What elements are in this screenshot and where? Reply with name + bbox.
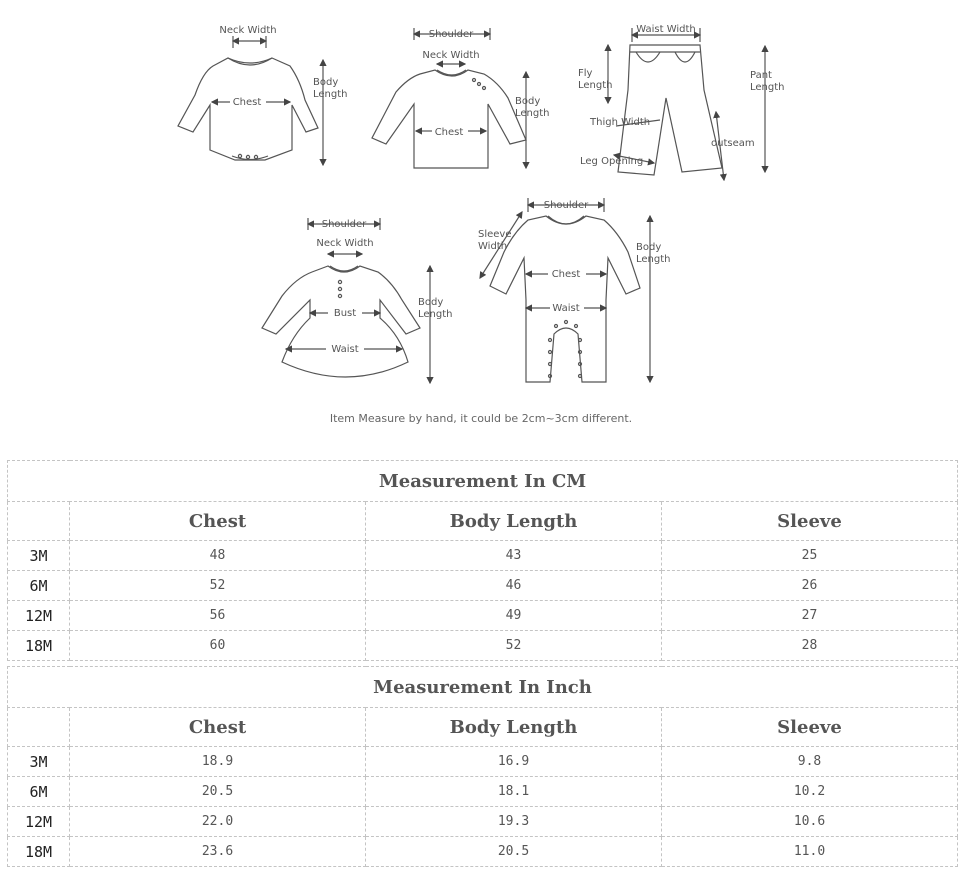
column-header-body-length: Body Length <box>366 708 662 747</box>
sleeve-cell: 9.8 <box>662 747 958 777</box>
body-length-cell: 46 <box>366 571 662 601</box>
size-cell: 18M <box>8 837 70 867</box>
romper-chest-label: Chest <box>551 269 581 280</box>
column-header-chest: Chest <box>70 502 366 541</box>
column-header-size <box>8 502 70 541</box>
dress-neck-width-label: Neck Width <box>316 238 374 249</box>
table-title: Measurement In Inch <box>8 667 958 708</box>
size-cell: 18M <box>8 631 70 661</box>
table-row <box>8 541 958 571</box>
column-header-sleeve: Sleeve <box>662 708 958 747</box>
chest-cell: 20.5 <box>70 777 366 807</box>
chest-cell: 23.6 <box>70 837 366 867</box>
size-table-inch <box>7 666 958 867</box>
size-cell: 12M <box>8 601 70 631</box>
pants-pant-length-label: Pant Length <box>750 70 785 93</box>
dress-shoulder-label: Shoulder <box>321 219 367 230</box>
size-cell: 6M <box>8 777 70 807</box>
sleeve-cell: 28 <box>662 631 958 661</box>
sleeve-cell: 10.6 <box>662 807 958 837</box>
bodysuit-chest-label: Chest <box>232 97 262 108</box>
table-row <box>8 631 958 661</box>
dress-waist-label: Waist <box>331 344 359 355</box>
size-cell: 3M <box>8 541 70 571</box>
dress-bust-label: Bust <box>333 308 357 319</box>
pants-leg-opening-label: Leg Opening <box>580 156 644 167</box>
body-length-cell: 20.5 <box>366 837 662 867</box>
body-length-cell: 19.3 <box>366 807 662 837</box>
table-row <box>8 601 958 631</box>
column-header-chest: Chest <box>70 708 366 747</box>
chest-cell: 56 <box>70 601 366 631</box>
size-cell: 12M <box>8 807 70 837</box>
column-header-sleeve: Sleeve <box>662 502 958 541</box>
sleeve-cell: 25 <box>662 541 958 571</box>
sleeve-cell: 26 <box>662 571 958 601</box>
bodysuit-neck-width-label: Neck Width <box>219 25 277 36</box>
table-title: Measurement In CM <box>8 461 958 502</box>
table-row <box>8 807 958 837</box>
bodysuit-body-length-label: Body Length <box>313 77 348 100</box>
romper-body-length-label: Body Length <box>636 242 671 265</box>
dress-body-length-label: Body Length <box>418 297 453 320</box>
body-length-cell: 16.9 <box>366 747 662 777</box>
top-body-length-label: Body Length <box>515 96 550 119</box>
body-length-cell: 18.1 <box>366 777 662 807</box>
top-neck-width-label: Neck Width <box>422 50 480 61</box>
romper-sleeve-width-label: Sleeve Width <box>478 229 512 252</box>
table-row <box>8 747 958 777</box>
romper-diagram <box>480 198 650 382</box>
pants-outseam-label: outseam <box>711 138 755 149</box>
chest-cell: 52 <box>70 571 366 601</box>
size-table-cm <box>7 460 958 661</box>
size-cell: 3M <box>8 747 70 777</box>
body-length-cell: 43 <box>366 541 662 571</box>
pants-waist-width-label: Waist Width <box>636 24 696 35</box>
chest-cell: 60 <box>70 631 366 661</box>
table-row <box>8 837 958 867</box>
column-header-body-length: Body Length <box>366 502 662 541</box>
top-chest-label: Chest <box>434 127 464 138</box>
table-row <box>8 777 958 807</box>
body-length-cell: 49 <box>366 601 662 631</box>
sleeve-cell: 27 <box>662 601 958 631</box>
body-length-cell: 52 <box>366 631 662 661</box>
pants-fly-length-label: Fly Length <box>578 68 613 91</box>
size-cell: 6M <box>8 571 70 601</box>
chest-cell: 48 <box>70 541 366 571</box>
romper-shoulder-label: Shoulder <box>543 200 589 211</box>
column-header-size <box>8 708 70 747</box>
chest-cell: 22.0 <box>70 807 366 837</box>
sleeve-cell: 10.2 <box>662 777 958 807</box>
table-row <box>8 571 958 601</box>
romper-waist-label: Waist <box>552 303 580 314</box>
top-diagram <box>372 28 526 168</box>
sleeve-cell: 11.0 <box>662 837 958 867</box>
top-shoulder-label: Shoulder <box>428 29 474 40</box>
chest-cell: 18.9 <box>70 747 366 777</box>
pants-thigh-width-label: Thigh Width <box>590 117 651 128</box>
measurement-note: Item Measure by hand, it could be 2cm~3cm different. <box>329 412 633 425</box>
